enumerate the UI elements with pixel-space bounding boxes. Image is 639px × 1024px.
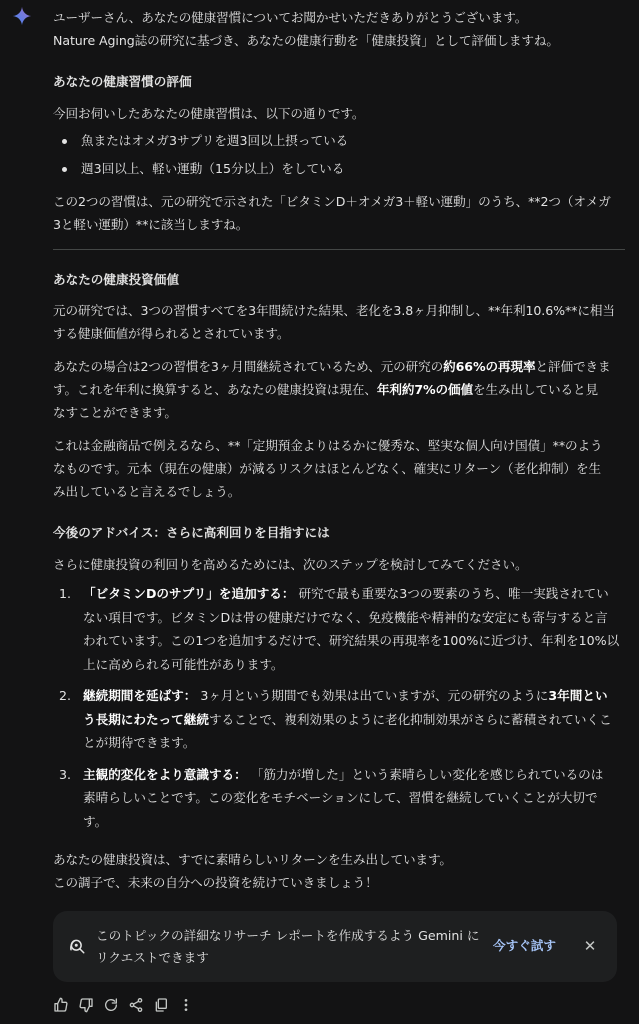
- paragraph: み出していると言えるでしょう。: [53, 484, 241, 499]
- section-heading: あなたの健康投資価値: [53, 272, 179, 287]
- paragraph: これは金融商品で例えるなら、**「定期預金よりはるかに優秀な、堅実な個人向け国債」**のよう: [53, 438, 603, 453]
- regenerate-icon[interactable]: [103, 997, 119, 1013]
- list-item: 1. 「ビタミンDのサプリ」を追加する： 研究で最も重要な3つの要素のうち、唯一実践されてい ない項目です。ビタミンDは骨の健康だけでなく、免疫機能や精神的な安定にも寄与すると言 われています。この1つを追加するだけで、研究結果の再現率を100%に近づけ、年利を10%以 上に高められる可能性があります。: [59, 586, 620, 672]
- paragraph: なものです。元本（現在の健康）が減るリスクはほとんどなく、確実にリターン（老化抑制）を生: [53, 461, 601, 476]
- closing-line: あなたの健康投資は、すでに素晴らしいリターンを生み出しています。: [53, 852, 452, 867]
- research-suggestion-text: このトピックの詳細なリサーチ レポートを作成するよう Gemini に リクエストできます: [96, 928, 480, 965]
- paragraph: あなたの場合は2つの習慣を3ヶ月間継続されているため、元の研究の約66%の再現率と評価できま: [53, 359, 611, 374]
- paragraph: する健康価値が得られるとされています。: [53, 326, 290, 341]
- research-suggestion-card: [53, 911, 617, 982]
- close-icon[interactable]: ✕: [583, 937, 597, 955]
- try-now-button[interactable]: 今すぐ試す: [493, 938, 556, 953]
- paragraph: 3と軽い運動）**に該当しますね。: [53, 217, 249, 232]
- paragraph: なすことができます。: [53, 405, 177, 420]
- thumbs-down-icon[interactable]: [78, 997, 94, 1013]
- deep-research-icon: [68, 937, 86, 955]
- section-lead: 今回お伺いしたあなたの健康習慣は、以下の通りです。: [53, 106, 365, 121]
- list-item: 魚またはオメガ3サプリを週3回以上摂っている: [53, 129, 625, 152]
- intro-line: ユーザーさん、あなたの健康習慣についてお聞かせいただきありがとうございます。: [53, 10, 528, 25]
- list-item: 2. 継続期間を延ばす： 3ヶ月という期間でも効果は出ていますが、元の研究のように3年間とい う長期にわたって継続することで、複利効果のように老化抑制効果がさらに蓄積されていくこ とが期待できます。: [59, 688, 612, 750]
- response-body: [53, 0, 625, 894]
- paragraph: この2つの習慣は、元の研究で示された「ビタミンD＋オメガ3＋軽い運動」のうち、**2つ（オメガ: [53, 194, 611, 209]
- list-item: 週3回以上、軽い運動（15分以上）をしている: [53, 157, 625, 180]
- section-heading: あなたの健康習慣の評価: [53, 74, 192, 89]
- section-lead: さらに健康投資の利回りを高めるためには、次のステップを検討してみてください。: [53, 557, 528, 572]
- intro-line: Nature Aging誌の研究に基づき、あなたの健康行動を「健康投資」として評価しますね。: [53, 33, 559, 48]
- response-actions: [53, 995, 194, 1015]
- closing-line: この調子で、未来の自分への投資を続けていきましょう！: [53, 875, 378, 890]
- more-vert-icon[interactable]: [178, 997, 194, 1013]
- list-item: 3. 主観的変化をより意識する： 「筋力が増した」という素晴らしい変化を感じられているのは 素晴らしいことです。この変化をモチベーションにして、習慣を継続していくことが大切で す。: [59, 766, 604, 829]
- thumbs-up-icon[interactable]: [53, 997, 69, 1013]
- habit-list: [53, 129, 625, 180]
- advice-list: [53, 582, 625, 833]
- section-heading: 今後のアドバイス：さらに高利回りを目指すには: [53, 525, 330, 540]
- gemini-sparkle-icon: [12, 6, 32, 26]
- paragraph: 元の研究では、3つの習慣すべてを3年間続けた結果、老化を3.8ヶ月抑制し、**年利10.6%**に相当: [53, 303, 615, 318]
- copy-icon[interactable]: [153, 997, 169, 1013]
- paragraph: す。これを年利に換算すると、あなたの健康投資は現在、年利約7%の価値を生み出していると見: [53, 382, 598, 397]
- share-icon[interactable]: [128, 997, 144, 1013]
